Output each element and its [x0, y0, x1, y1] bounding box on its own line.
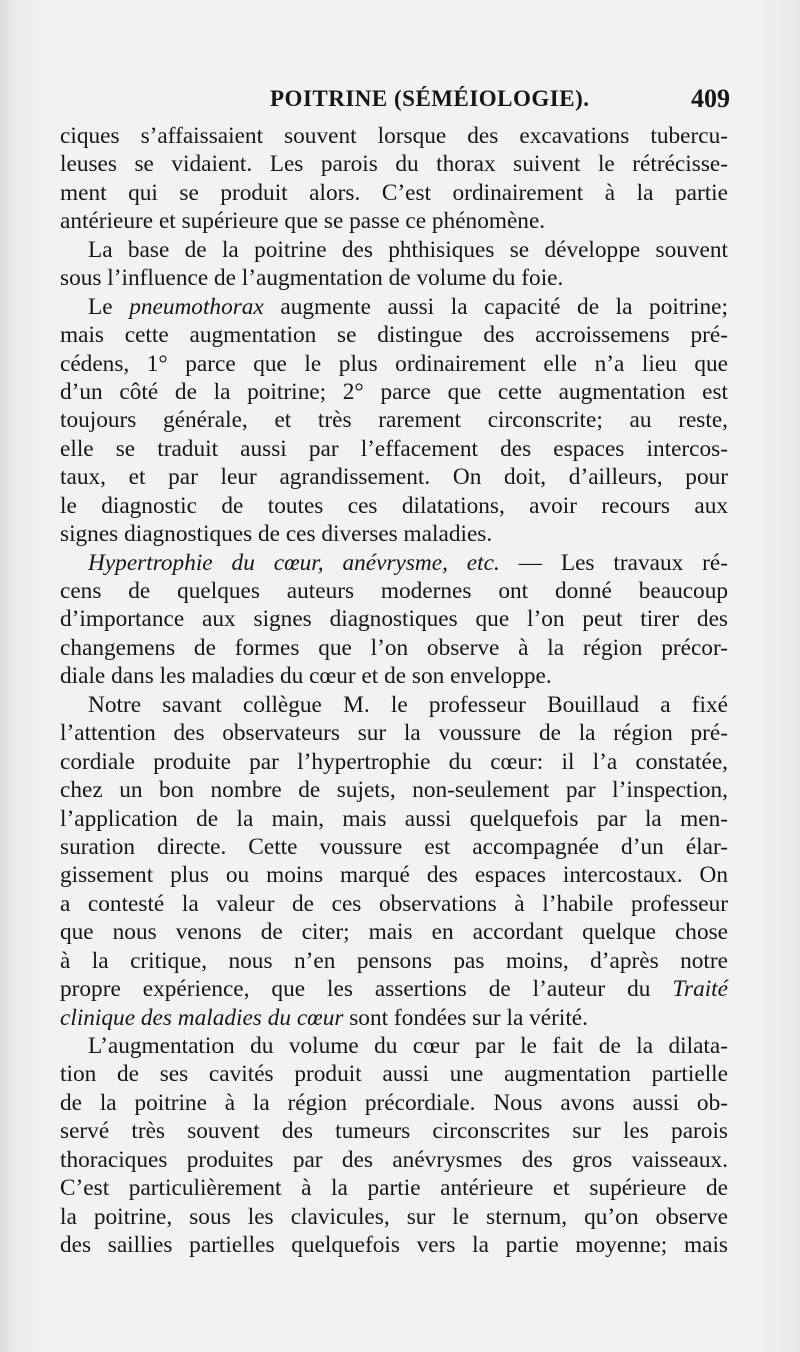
text-line: diale dans les maladies du cœur et de son enveloppe.	[60, 663, 552, 690]
text-line: suration directe. Cette voussure est accompagnée d’un élar-	[60, 833, 728, 860]
text-line: ciques s’affaissaient souvent lorsque des excavations tubercu-	[60, 123, 728, 149]
text-line: des saillies partielles quelquefois vers la partie moyenne; mais	[60, 1232, 728, 1259]
text-line: changemens de formes que l’on observe à la région précor-	[60, 634, 728, 661]
italic-segment: pneumothorax	[129, 293, 264, 320]
text-line: d’importance aux signes diagnostiques que l’on peut tirer des	[60, 606, 728, 633]
text-line: cédens, 1° parce que le plus ordinairement elle n’a lieu que	[60, 350, 728, 377]
text-line: elle se traduit aussi par l’effacement des espaces intercos-	[60, 435, 728, 462]
text-segment: — Les travaux ré-	[499, 549, 728, 576]
text-line: taux, et par leur agrandissement. On doit, d’ailleurs, pour	[60, 464, 728, 491]
text-line: L’augmentation du volume du cœur par le fait de la dilata-	[88, 1033, 728, 1059]
text-line: a contesté la valeur de ces observations à l’habile professeur	[60, 890, 728, 917]
text-line: chez un bon nombre de sujets, non-seulement par l’inspection,	[60, 777, 728, 804]
text-line: servé très souvent des tumeurs circonscrites sur les parois	[60, 1118, 728, 1145]
text-line: leuses se vidaient. Les parois du thorax suivent le rétrécisse-	[60, 151, 728, 178]
text-line: cordiale produite par l’hypertrophie du cœur: il l’a constatée,	[60, 748, 728, 775]
text-line: mais cette augmentation se distingue des accroissemens pré-	[60, 322, 728, 349]
text-line: d’un côté de la poitrine; 2° parce que cette augmentation est	[60, 378, 728, 405]
text-line: tion de ses cavités produit aussi une augmentation partielle	[60, 1061, 728, 1088]
text-line: à la critique, nous n’en pensons pas moins, d’après notre	[60, 947, 728, 974]
text-segment: sont fondées sur la vérité.	[343, 1004, 588, 1031]
text-line	[60, 1004, 728, 1032]
text-line: que nous venons de citer; mais en accordant quelque chose	[60, 919, 728, 946]
text-line: gissement plus ou moins marqué des espaces intercostaux. On	[60, 862, 728, 889]
text-line	[60, 293, 728, 321]
text-line: ment qui se produit alors. C’est ordinairement à la partie	[60, 179, 728, 206]
text-line	[60, 975, 728, 1003]
italic-segment: clinique des maladies du cœur	[60, 1004, 344, 1031]
text-line: sous l’influence de l’augmentation de volume du foie.	[60, 265, 564, 292]
running-head: POITRINE (SÉMÉIOLOGIE).	[270, 86, 590, 111]
text-line: la poitrine, sous les clavicules, sur le sternum, qu’on observe	[60, 1203, 728, 1230]
body-text	[60, 122, 728, 1260]
text-line: La base de la poitrine des phthisiques se développe souvent	[88, 236, 728, 263]
text-line: C’est particulièrement à la partie antérieure et supérieure de	[60, 1175, 728, 1202]
text-line: toujours générale, et très rarement circonscrite; au reste,	[60, 407, 728, 434]
text-line: l’application de la main, mais aussi quelquefois par la men-	[60, 805, 728, 832]
text-line: l’attention des observateurs sur la voussure de la région pré-	[60, 720, 728, 747]
text-segment: propre expérience, que les assertions de l’auteur du	[60, 976, 673, 1003]
italic-segment: Traité	[672, 976, 728, 1003]
page-header	[60, 84, 730, 116]
text-segment: augmente aussi la capacité de la poitrine;	[263, 293, 728, 320]
text-line: thoraciques produites par des anévrysmes des gros vaisseaux.	[60, 1146, 728, 1173]
text-line: Notre savant collègue M. le professeur Bouillaud a fixé	[88, 691, 728, 718]
text-line: cens de quelques auteurs modernes ont donné beaucoup	[60, 578, 728, 604]
text-line: de la poitrine à la région précordiale. Nous avons aussi ob-	[60, 1089, 728, 1116]
text-line: signes diagnostiques de ces diverses maladies.	[60, 521, 493, 548]
text-line	[60, 549, 728, 577]
text-line: le diagnostic de toutes ces dilatations, avoir recours aux	[60, 492, 728, 519]
page-number: 409	[691, 84, 730, 113]
text-line: antérieure et supérieure que se passe ce phénomène.	[60, 208, 546, 235]
italic-segment: Hypertrophie du cœur, anévrysme, etc.	[88, 549, 500, 576]
text-segment: Le	[88, 293, 130, 320]
